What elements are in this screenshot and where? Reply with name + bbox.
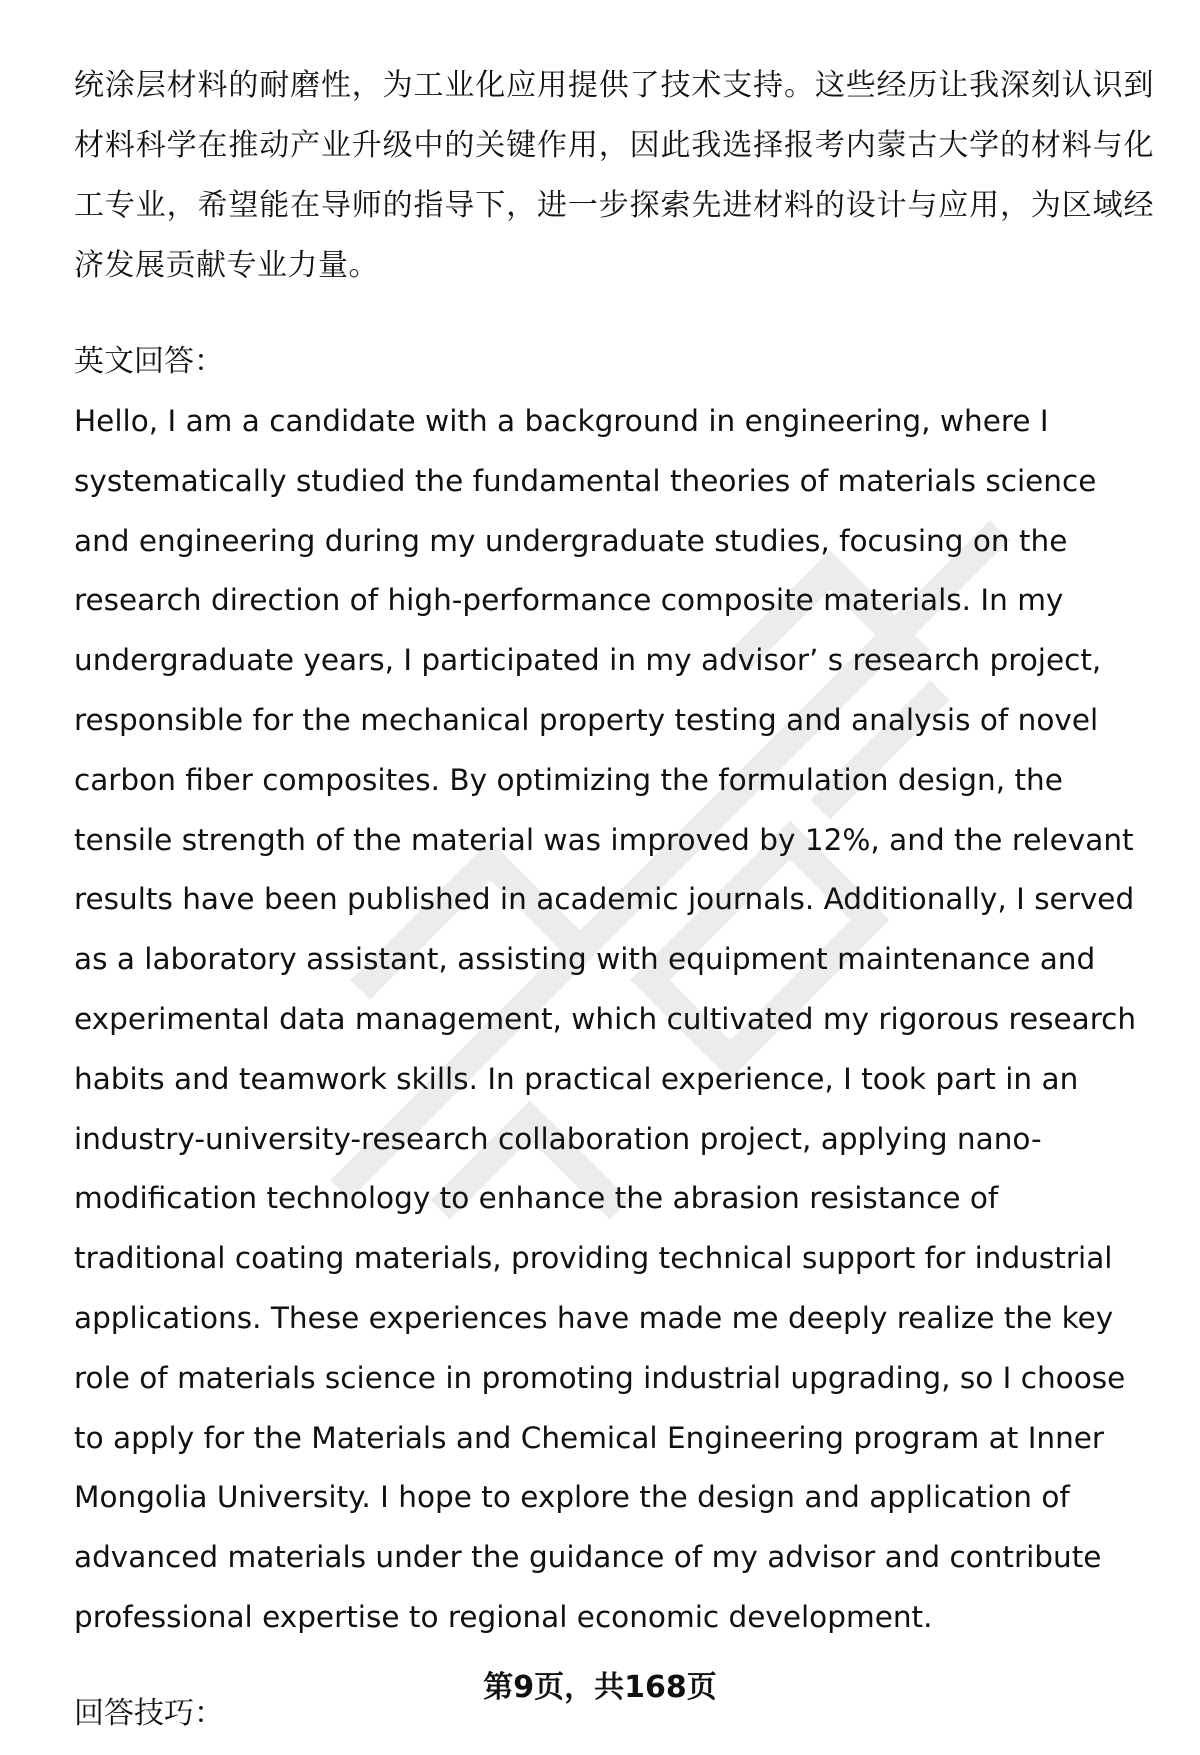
intro-paragraph: 统涂层材料的耐磨性，为工业化应用提供了技术支持。这些经历让我深刻认识到材料科学在推动产业升级中的关键作用，因此我选择报考内蒙古大学的材料与化工专业，希望能在导师的指导下，进一步探索先进材料的设计与应用，为区域经济发展贡献专业力量。 — [74, 68, 1154, 283]
document-body — [74, 56, 1154, 1744]
answer-tips-label: 回答技巧： — [74, 1695, 224, 1731]
page-number-footer: 第9页，共168页 — [483, 1670, 717, 1705]
english-answer-paragraph: Hello, I am a candidate with a background in engineering, where I systematically studied the fundamental theories of materials science and engineering during my undergraduate studies, focusing on the research direction of high-performance composite materials. In my undergraduate years, I participated in my advisor’ s research project, responsible for the mechanical property testing and analysis of novel carbon fiber composites. By optimizing the formulation design, the tensile strength of the material was improved by 12%, and the relevant results have been published in academic journals. Additionally, I served as a laboratory assistant, assisting with equipment maintenance and experimental data management, which cultivated my rigorous research habits and teamwork skills. In practical experience, I took part in an industry-university-research collaboration project, applying nano-modification technology to enhance the abrasion resistance of traditional coating materials, providing technical support for industrial applications. These experiences have made me deeply realize the key role of materials science in promoting industrial upgrading, so I choose to apply for the Materials and Chemical Engineering program at Inner Mongolia University. I hope to explore the design and application of advanced materials under the guidance of my advisor and contribute professional expertise to regional economic development. — [74, 404, 1137, 1634]
english-answer-label: 英文回答： — [74, 344, 224, 379]
